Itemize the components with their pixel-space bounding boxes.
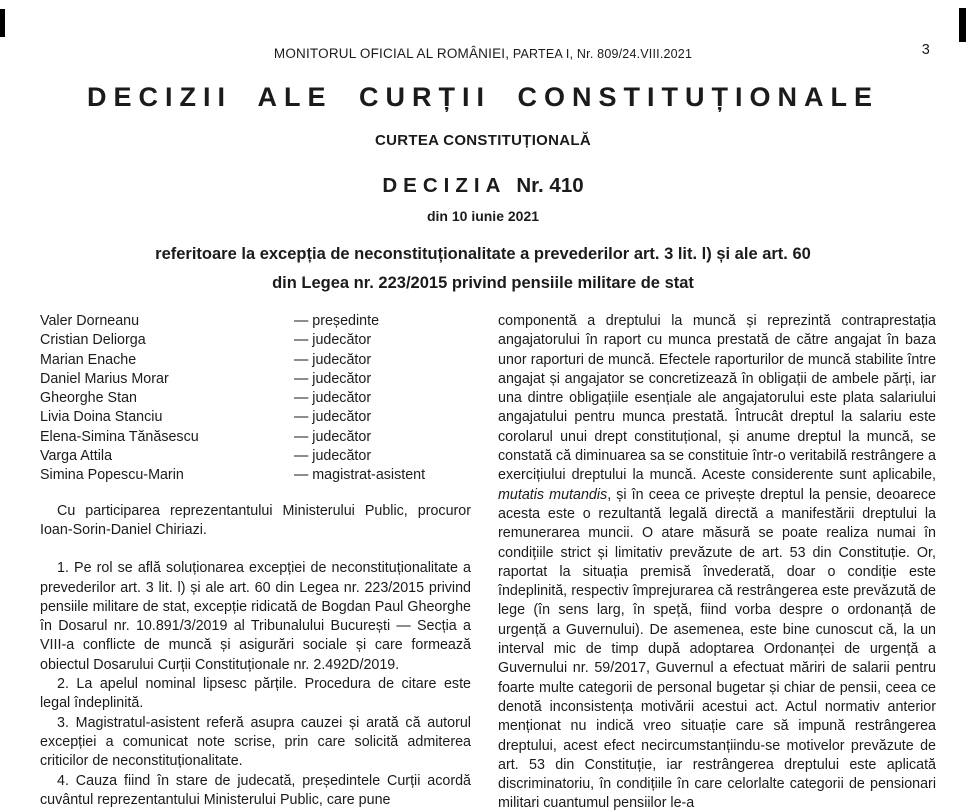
- official-row: [40, 466, 471, 485]
- official-role: — judecător: [294, 370, 372, 387]
- official-name: Simina Popescu-Marin: [40, 467, 184, 484]
- official-role: — judecător: [294, 409, 372, 426]
- official-name: Valer Dorneanu: [40, 313, 140, 329]
- official-row: [40, 447, 471, 466]
- paragraph-4: 4. Cauza fiind în stare de judecată, președintele Curții acordă cuvântul reprezentantului Ministerului Public, care pune: [40, 772, 471, 808]
- left-column: [40, 312, 471, 811]
- official-role: — magistrat-asistent: [294, 467, 426, 484]
- official-name: Marian Enache: [40, 351, 137, 368]
- official-role: — judecător: [294, 448, 372, 465]
- decision-label: DECIZIA: [382, 174, 507, 197]
- official-name: Livia Doina Stanciu: [40, 409, 163, 426]
- official-name: Daniel Marius Morar: [40, 370, 169, 387]
- official-row: [40, 312, 471, 331]
- official-role: — președinte: [294, 313, 380, 329]
- subject-line-1: referitoare la excepția de neconstituționalitate a prevederilor art. 3 lit. l) și ale art. 60: [155, 245, 811, 263]
- continued-text: [498, 312, 936, 811]
- italic-latin-phrase: mutatis mutandis: [498, 486, 608, 503]
- publication-title: [274, 46, 692, 61]
- official-name: Gheorghe Stan: [40, 390, 137, 407]
- text-segment: , și în ceea ce privește dreptul la pensie, deoarece acesta este o rezultantă legală directă a manifestării dreptului la remunerarea muncii. O atare măsură se poate realiza numai în condițiile strict și limitativ prevăzute de art. 53 din Constituție. Or, raportat la situația premisă învederată, doar o condiție este îndeplinită, respectiv împrejurarea că restrângerea este prevăzută de lege (în sens larg, în speță, fiind vorba despre o ordonanță de urgență a Guvernului). De asemenea, este bine cunoscut că, la un interval mic de timp după adoptarea Ordonanței de urgență a Guvernului nr. 59/2017, Guvernul a efectuat măriri de salarii pentru foarte multe categorii de personal bugetar și chiar de pensii, ceea ce denotă inconsistența motivării acestui act. Actul normativ anterior menționat nu indică vreo situație care să impună restrângerea dreptului, acest efect necircumstanțiindu-se motivelor prevăzute de art. 53 din Constituție, iar restrângerea dreptului este aplicată discriminatoriu, în condițiile în care celorlalte categorii de pensionari militari cuantumul pensiilor le-a: [498, 486, 936, 811]
- paragraph-2: 2. La apelul nominal lipsesc părțile. Procedura de citare este legal îndeplinită.: [40, 676, 471, 712]
- official-role: — judecător: [294, 332, 372, 349]
- decision-number: Nr. 410: [516, 174, 584, 197]
- page-number: 3: [921, 42, 930, 58]
- official-role: — judecător: [294, 428, 372, 445]
- section-title: DECIZII ALE CURȚII CONSTITUȚIONALE: [87, 82, 879, 112]
- official-name: Cristian Deliorga: [40, 332, 146, 349]
- publication-name: MONITORUL OFICIAL AL ROMÂNIEI,: [273, 46, 510, 61]
- official-row: [40, 351, 471, 370]
- official-row: [40, 408, 471, 427]
- official-name: Varga Attila: [40, 448, 113, 465]
- text-segment: componentă a dreptului la muncă și reprezintă contraprestația angajatorului în raport cu munca prestată de către angajat în baza unor raporturi de muncă. Efectele raporturilor de muncă stabilite între angajat și angajator se concretizează în obligații de ambele părți, iar una dintre obligațiile esențiale ale angajatorului este plata salariului angajatului pentru munca prestată. Întrucât dreptul la salariu este corolarul unui drept constituțional, și anume dreptul la muncă, se constată că diminuarea sa se constituie într-o veritabilă restrângere a exercițiului dreptului la muncă. Aceste considerente sunt aplicabile,: [498, 313, 936, 484]
- official-row: [40, 331, 471, 350]
- paragraph-1: 1. Pe rol se află soluționarea excepției de neconstituționalitate a prevederilor art. 3 lit. l) și ale art. 60 din Legea nr. 223/2015 privind pensiile militare de stat, excepție ridicată de Bogdan Paul Gheorghe în Dosarul nr. 10.891/3/2019 al Tribunalului București — Secția a VIII-a conflicte de muncă și asigurări sociale și care formează obiectul Dosarului Curții Constituționale nr. 2.492D/2019.: [40, 560, 471, 673]
- paragraph-3: 3. Magistratul-asistent referă asupra cauzei și arată că autorul excepției a comunicat note scrise, prin care solicită admiterea criticilor de neconstituționalitate.: [40, 714, 471, 770]
- official-role: — judecător: [294, 351, 372, 368]
- decision-subject: [0, 240, 966, 298]
- official-row: [40, 428, 471, 447]
- decision-date: din 10 iunie 2021: [426, 208, 540, 224]
- court-name: CURTEA CONSTITUȚIONALĂ: [374, 132, 592, 149]
- officials-list: [40, 312, 471, 486]
- official-role: — judecător: [294, 390, 372, 407]
- subject-line-2: din Legea nr. 223/2015 privind pensiile militare de stat: [272, 274, 694, 292]
- decision-number-line: [0, 174, 966, 198]
- official-row: [40, 370, 471, 389]
- official-name: Elena-Simina Tănăsescu: [40, 428, 199, 445]
- publication-issue: PARTEA I, Nr. 809/24.VIII.2021: [509, 47, 693, 61]
- paragraph-intro: Cu participarea reprezentantului Ministerului Public, procuror Ioan-Sorin-Daniel Chiriazi.: [40, 502, 471, 538]
- two-column-body: [0, 312, 966, 811]
- right-column: [498, 312, 936, 811]
- page-header: [0, 0, 966, 61]
- official-row: [40, 389, 471, 408]
